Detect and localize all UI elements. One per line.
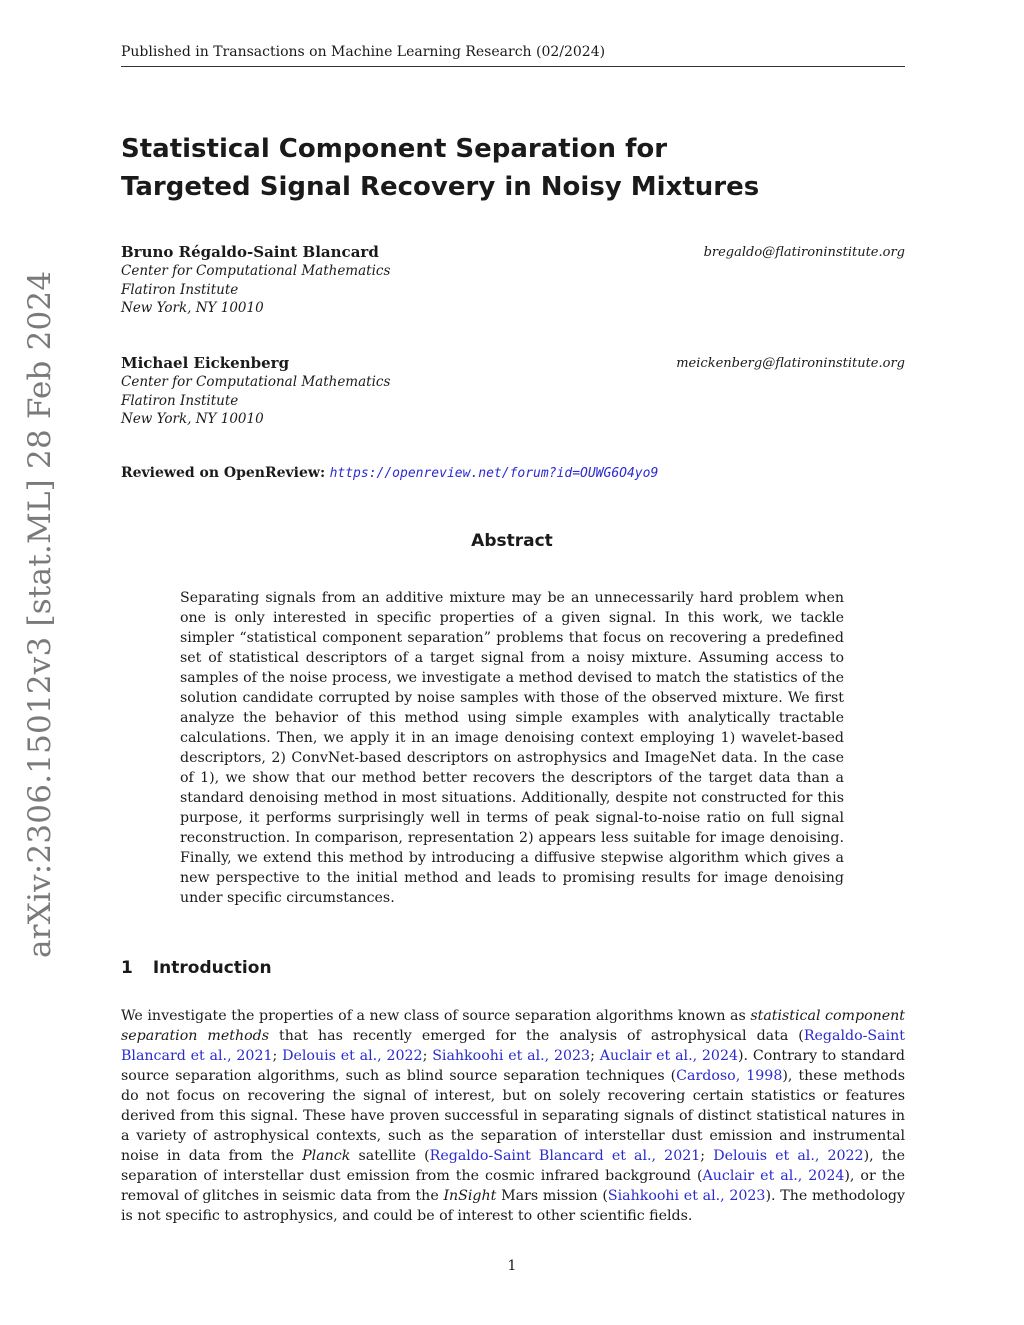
section-heading <box>121 958 272 978</box>
intro-emphasis: InSight <box>443 1188 497 1204</box>
intro-emphasis: Planck <box>302 1148 351 1164</box>
openreview-link[interactable]: https://openreview.net/forum?id=OUWG6O4yo9 <box>329 466 659 481</box>
intro-text: ; <box>590 1048 600 1064</box>
intro-text: ), these methods do not focus on recovering the signal of interest, but on solely recovering certain statistics or features derived from this signal. These have proven successful in separating signals of distinct statistical natures in a variety of astrophysical contexts, such as the separation of interstellar dust emission and instrumental noise in data from the <box>121 1068 905 1164</box>
intro-text: satellite ( <box>350 1148 430 1164</box>
affiliation-line: New York, NY 10010 <box>121 300 264 316</box>
openreview-label: Reviewed on OpenReview: <box>121 465 326 481</box>
page-number: 1 <box>507 1258 517 1274</box>
header-rule <box>121 66 905 67</box>
arxiv-stamp: arXiv:2306.15012v3 [stat.ML] 28 Feb 2024 <box>22 270 58 958</box>
section-number: 1 <box>121 958 133 978</box>
affiliation-line: Flatiron Institute <box>121 281 239 298</box>
citation-link[interactable]: Cardoso, 1998 <box>676 1068 783 1084</box>
affiliation-line: Flatiron Institute <box>121 392 239 409</box>
author-2-affiliation <box>121 373 390 429</box>
intro-text: ), the separation of interstellar dust emission from the cosmic infrared background ( <box>121 1148 905 1184</box>
affiliation-line: New York, NY 10010 <box>121 411 264 427</box>
affiliation-line: Center for Computational Mathematics <box>121 374 391 390</box>
intro-text: ; <box>700 1148 714 1164</box>
journal-header: Published in Transactions on Machine Learning Research (02/2024) <box>121 44 606 60</box>
author-2-name: Michael Eickenberg <box>121 354 290 372</box>
paper-title <box>121 130 759 206</box>
citation-link[interactable]: Regaldo-Saint Blancard et al., 2021 <box>121 1028 905 1064</box>
intro-text: ). Contrary to standard source separation algorithms, such as blind source separation techniques ( <box>121 1048 906 1084</box>
title-line-2: Targeted Signal Recovery in Noisy Mixtures <box>121 172 760 202</box>
openreview-line <box>121 465 658 481</box>
author-1-affiliation <box>121 262 390 318</box>
intro-text: We investigate the properties of a new class of source separation algorithms known as <box>121 1008 751 1024</box>
citation-link[interactable]: Delouis et al., 2022 <box>282 1048 423 1064</box>
citation-link[interactable]: Regaldo-Saint Blancard et al., 2021 <box>429 1148 701 1164</box>
arxiv-stamp-wrapper <box>22 270 66 958</box>
citation-link[interactable]: Siahkoohi et al., 2023 <box>607 1188 766 1204</box>
citation-link[interactable]: Siahkoohi et al., 2023 <box>432 1048 591 1064</box>
citation-link[interactable]: Delouis et al., 2022 <box>713 1148 864 1164</box>
intro-emphasis: statistical component separation methods <box>121 1008 905 1044</box>
intro-text: Mars mission ( <box>496 1188 608 1204</box>
section-title: Introduction <box>152 958 272 978</box>
author-1-name: Bruno Régaldo-Saint Blancard <box>121 243 379 261</box>
author-1-email[interactable]: bregaldo@flatironinstitute.org <box>703 245 905 260</box>
intro-paragraph <box>121 1006 905 1226</box>
citation-link[interactable]: Auclair et al., 2024 <box>599 1048 739 1064</box>
abstract-text: Separating signals from an additive mixture may be an unnecessarily hard problem when one is only interested in specific properties of a given signal. In this work, we tackle simpler “statistical component separation” problems that focus on recovering a predefined set of statistical descriptors of a target signal from a noisy mixture. Assuming access to samples of the noise process, we investigate a method devised to match the statistics of the solution candidate corrupted by noise samples with those of the observed mixture. We first analyze the behavior of this method using simple examples with analytically tractable calculations. Then, we apply it in an image denoising context employing 1) wavelet-based descriptors, 2) ConvNet-based descriptors on astrophysics and ImageNet data. In the case of 1), we show that our method better recovers the descriptors of the target data than a standard denoising method in most situations. Additionally, despite not constructed for this purpose, it performs surprisingly well in terms of peak signal-to-noise ratio on full signal reconstruction. In comparison, representation 2) appears less suitable for image denoising. Finally, we extend this method by introducing a diffusive stepwise algorithm which gives a new perspective to the initial method and leads to promising results for image denoising under specific circumstances. <box>180 590 844 906</box>
intro-text: ), or the removal of glitches in seismic data from the <box>121 1168 905 1204</box>
intro-text: ). The methodology is not specific to astrophysics, and could be of interest to other scientific fields. <box>121 1188 905 1224</box>
citation-link[interactable]: Auclair et al., 2024 <box>702 1168 845 1184</box>
intro-text: ; <box>422 1048 433 1064</box>
abstract-heading: Abstract <box>471 531 553 551</box>
title-line-1: Statistical Component Separation for <box>121 134 668 164</box>
author-2-email[interactable]: meickenberg@flatironinstitute.org <box>676 356 905 371</box>
affiliation-line: Center for Computational Mathematics <box>121 263 391 279</box>
intro-text: that has recently emerged for the analysis of astrophysical data ( <box>268 1028 804 1044</box>
intro-text: ; <box>272 1048 283 1064</box>
